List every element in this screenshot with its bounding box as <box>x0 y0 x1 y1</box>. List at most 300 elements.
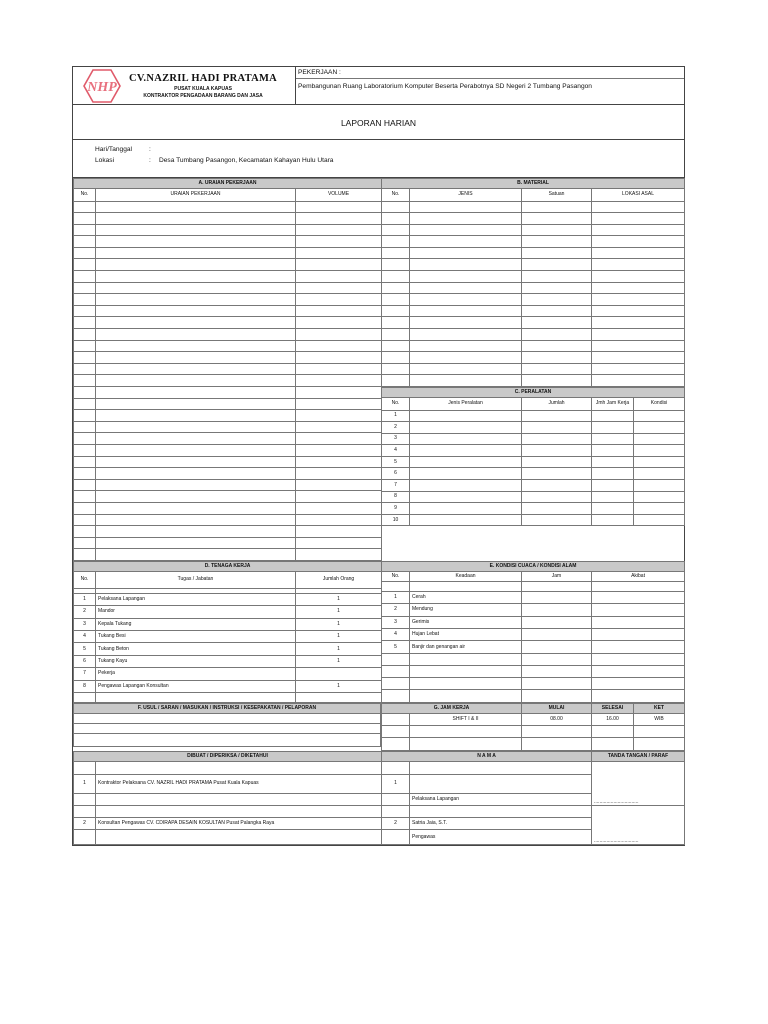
entry-cell[interactable] <box>382 247 410 259</box>
entry-cell[interactable] <box>296 526 382 538</box>
entry-cell[interactable] <box>74 410 96 422</box>
entry-cell[interactable] <box>74 398 96 410</box>
equipment-no: 9 <box>382 503 410 515</box>
entry-cell[interactable] <box>74 514 96 526</box>
entry-cell[interactable] <box>410 259 522 271</box>
entry-cell[interactable] <box>522 591 592 603</box>
entry-cell[interactable] <box>74 479 96 491</box>
entry-cell[interactable] <box>296 213 382 225</box>
entry-cell[interactable] <box>382 352 410 364</box>
material-row <box>382 352 685 364</box>
entry-cell[interactable] <box>96 444 296 456</box>
work-row <box>74 363 382 375</box>
time-note: WIB <box>634 714 685 726</box>
entry-cell[interactable] <box>522 604 592 616</box>
weather-no: 3 <box>382 616 410 628</box>
entry-cell[interactable] <box>410 503 522 515</box>
entry-cell[interactable] <box>634 456 685 468</box>
company-tagline: KONTRAKTOR PENGADAAN BARANG DAN JASA <box>143 92 263 99</box>
date-row <box>95 146 684 157</box>
work-material-section <box>72 178 685 561</box>
entry-cell[interactable] <box>410 491 522 503</box>
entry-cell[interactable] <box>410 352 522 364</box>
entry-cell[interactable] <box>592 503 634 515</box>
entry-cell[interactable] <box>410 213 522 225</box>
signature-line-2[interactable]: ................................ <box>592 805 685 844</box>
entry-cell[interactable] <box>96 549 296 561</box>
entry-cell[interactable] <box>592 591 685 603</box>
entry-cell[interactable] <box>96 514 296 526</box>
col-work-desc: URAIAN PEKERJAAN <box>96 189 296 202</box>
entry-cell[interactable] <box>296 201 382 213</box>
entry-cell[interactable] <box>74 224 96 236</box>
entry-cell[interactable] <box>522 363 592 375</box>
entry-cell[interactable] <box>592 236 685 248</box>
col-no: No. <box>382 571 410 581</box>
material-row <box>382 282 685 294</box>
notes-line[interactable] <box>74 734 381 747</box>
entry-cell[interactable] <box>522 247 592 259</box>
work-row <box>74 247 382 259</box>
entry-cell[interactable] <box>522 259 592 271</box>
entry-cell[interactable] <box>592 213 685 225</box>
col-equipment-type: Jenis Peralatan <box>410 398 522 411</box>
entry-cell[interactable] <box>634 480 685 492</box>
entry-cell[interactable] <box>96 468 296 480</box>
party-no: 1 <box>74 774 96 793</box>
entry-cell[interactable] <box>96 433 296 445</box>
labor-count[interactable]: 1 <box>296 643 382 655</box>
entry-cell[interactable] <box>74 502 96 514</box>
entry-cell[interactable] <box>592 480 634 492</box>
entry-cell[interactable] <box>410 480 522 492</box>
signature-title: DIBUAT / DIPERIKSA / DIKETAHUI <box>74 752 382 762</box>
entry-cell[interactable] <box>592 305 685 317</box>
entry-cell[interactable] <box>522 271 592 283</box>
weather-state: Banjir dan genangan air <box>410 641 522 653</box>
entry-cell[interactable] <box>96 421 296 433</box>
entry-cell[interactable] <box>296 421 382 433</box>
entry-cell[interactable] <box>522 213 592 225</box>
entry-cell[interactable] <box>96 247 296 259</box>
entry-cell[interactable] <box>410 271 522 283</box>
col-volume: VOLUME <box>296 189 382 202</box>
entry-cell[interactable] <box>592 294 685 306</box>
entry-cell[interactable] <box>74 352 96 364</box>
name-title: N A M A <box>382 752 592 762</box>
entry-cell[interactable] <box>96 224 296 236</box>
entry-cell[interactable] <box>74 259 96 271</box>
entry-cell[interactable] <box>296 305 382 317</box>
entry-cell[interactable] <box>74 526 96 538</box>
project-label: PEKERJAAN : <box>296 67 684 79</box>
entry-cell[interactable] <box>522 514 592 526</box>
entry-cell[interactable] <box>96 340 296 352</box>
entry-cell[interactable] <box>74 363 96 375</box>
entry-cell[interactable] <box>296 444 382 456</box>
work-row <box>74 502 382 514</box>
entry-cell[interactable] <box>96 329 296 341</box>
labor-count[interactable]: 1 <box>296 680 382 692</box>
entry-cell[interactable] <box>382 294 410 306</box>
entry-cell[interactable] <box>96 410 296 422</box>
material-row <box>382 236 685 248</box>
entry-cell[interactable] <box>592 271 685 283</box>
entry-cell[interactable] <box>96 213 296 225</box>
material-row <box>382 317 685 329</box>
weather-no: 5 <box>382 641 410 653</box>
entry-cell[interactable] <box>522 352 592 364</box>
entry-cell[interactable] <box>382 271 410 283</box>
entry-cell[interactable] <box>382 236 410 248</box>
entry-cell[interactable] <box>634 514 685 526</box>
work-row <box>74 410 382 422</box>
entry-cell[interactable] <box>296 468 382 480</box>
entry-cell[interactable] <box>522 491 592 503</box>
weather-state: Cerah <box>410 591 522 603</box>
company-logo <box>83 69 121 103</box>
sign-title: TANDA TANGAN / PARAF <box>592 752 685 762</box>
entry-cell[interactable] <box>592 641 685 653</box>
entry-cell[interactable] <box>592 363 685 375</box>
entry-cell[interactable] <box>410 375 522 387</box>
material-row <box>382 224 685 236</box>
entry-cell[interactable] <box>74 294 96 306</box>
shift-label: SHIFT I & II <box>410 714 522 726</box>
entry-cell[interactable] <box>382 317 410 329</box>
entry-cell[interactable] <box>74 433 96 445</box>
entry-cell[interactable] <box>96 491 296 503</box>
entry-cell[interactable] <box>382 329 410 341</box>
entry-cell[interactable] <box>410 317 522 329</box>
entry-cell[interactable] <box>96 259 296 271</box>
labor-task: Mandor <box>96 606 296 618</box>
entry-cell[interactable] <box>592 375 685 387</box>
entry-cell[interactable] <box>592 340 685 352</box>
entry-cell[interactable] <box>634 445 685 457</box>
col-quantity: Jumlah <box>522 398 592 411</box>
entry-cell[interactable] <box>410 468 522 480</box>
entry-cell[interactable] <box>592 329 685 341</box>
company-location: PUSAT KUALA KAPUAS <box>174 85 232 92</box>
entry-cell[interactable] <box>410 410 522 422</box>
entry-cell[interactable] <box>592 445 634 457</box>
entry-cell[interactable] <box>522 433 592 445</box>
entry-cell[interactable] <box>296 491 382 503</box>
entry-cell[interactable] <box>522 294 592 306</box>
entry-cell[interactable] <box>592 616 685 628</box>
labor-row <box>74 631 382 643</box>
col-no: No. <box>74 571 96 588</box>
entry-cell[interactable] <box>592 224 685 236</box>
entry-cell[interactable] <box>296 375 382 387</box>
entry-cell[interactable] <box>296 398 382 410</box>
labor-count[interactable]: 1 <box>296 618 382 630</box>
entry-cell[interactable] <box>74 317 96 329</box>
entry-cell[interactable] <box>74 387 96 399</box>
labor-no: 8 <box>74 680 96 692</box>
entry-cell[interactable] <box>634 468 685 480</box>
labor-no: 5 <box>74 643 96 655</box>
entry-cell[interactable] <box>74 271 96 283</box>
entry-cell[interactable] <box>522 629 592 641</box>
entry-cell[interactable] <box>410 433 522 445</box>
entry-cell[interactable] <box>296 549 382 561</box>
entry-cell[interactable] <box>96 294 296 306</box>
entry-cell[interactable] <box>410 422 522 434</box>
entry-cell[interactable] <box>382 282 410 294</box>
entry-cell[interactable] <box>74 340 96 352</box>
material-row <box>382 329 685 341</box>
entry-cell[interactable] <box>592 259 685 271</box>
entry-cell[interactable] <box>74 549 96 561</box>
entry-cell[interactable] <box>296 514 382 526</box>
weather-no: 1 <box>382 591 410 603</box>
col-origin: LOKASI ASAL <box>592 189 685 202</box>
labor-task: Pelaksana Lapangan <box>96 593 296 605</box>
equipment-no: 4 <box>382 445 410 457</box>
start-time: 08.00 <box>522 714 592 726</box>
entry-cell[interactable] <box>74 247 96 259</box>
material-row <box>382 294 685 306</box>
entry-cell[interactable] <box>96 502 296 514</box>
entry-cell[interactable] <box>96 479 296 491</box>
entry-cell[interactable] <box>592 422 634 434</box>
entry-cell[interactable] <box>296 433 382 445</box>
entry-cell[interactable] <box>522 340 592 352</box>
entry-cell[interactable] <box>96 201 296 213</box>
material-row <box>382 247 685 259</box>
weather-state: Hujan Lebat <box>410 629 522 641</box>
entry-cell[interactable] <box>634 410 685 422</box>
entry-cell[interactable] <box>410 445 522 457</box>
entry-cell[interactable] <box>592 317 685 329</box>
entry-cell[interactable] <box>96 352 296 364</box>
entry-cell[interactable] <box>592 468 634 480</box>
entry-cell[interactable] <box>74 201 96 213</box>
entry-cell[interactable] <box>522 422 592 434</box>
entry-cell[interactable] <box>592 514 634 526</box>
entry-cell[interactable] <box>74 537 96 549</box>
executor-name[interactable] <box>410 774 592 793</box>
weather-state: Gerimis <box>410 616 522 628</box>
col-condition: Kondisi <box>634 398 685 411</box>
entry-cell[interactable] <box>74 444 96 456</box>
work-row <box>74 317 382 329</box>
entry-cell[interactable] <box>296 410 382 422</box>
entry-cell[interactable] <box>634 433 685 445</box>
entry-cell[interactable] <box>522 201 592 213</box>
entry-cell[interactable] <box>410 247 522 259</box>
work-row <box>74 340 382 352</box>
entry-cell[interactable] <box>522 329 592 341</box>
entry-cell[interactable] <box>382 213 410 225</box>
section-e <box>381 561 684 703</box>
entry-cell[interactable] <box>74 456 96 468</box>
col-no: No. <box>382 189 410 202</box>
notes-line[interactable] <box>74 724 381 734</box>
entry-cell[interactable] <box>410 329 522 341</box>
entry-cell[interactable] <box>382 201 410 213</box>
logo-text: NHP <box>87 79 117 95</box>
section-a-title: A. URAIAN PEKERJAAN <box>74 179 382 189</box>
entry-cell[interactable] <box>522 282 592 294</box>
notes-hours-section <box>72 703 685 751</box>
entry-cell[interactable] <box>296 236 382 248</box>
entry-cell[interactable] <box>592 352 685 364</box>
equipment-no: 5 <box>382 456 410 468</box>
entry-cell[interactable] <box>522 236 592 248</box>
entry-cell[interactable] <box>634 503 685 515</box>
entry-cell[interactable] <box>96 387 296 399</box>
location-colon: : <box>149 157 151 164</box>
entry-cell[interactable] <box>410 340 522 352</box>
entry-cell[interactable] <box>74 421 96 433</box>
labor-count[interactable]: 1 <box>296 655 382 667</box>
entry-cell[interactable] <box>522 641 592 653</box>
entry-cell[interactable] <box>96 526 296 538</box>
equipment-no: 7 <box>382 480 410 492</box>
entry-cell[interactable] <box>96 363 296 375</box>
labor-count[interactable]: 1 <box>296 606 382 618</box>
entry-cell[interactable] <box>522 305 592 317</box>
entry-cell[interactable] <box>96 317 296 329</box>
signature-line-1[interactable]: ................................ <box>592 762 685 805</box>
entry-cell[interactable] <box>296 456 382 468</box>
section-f-title: F. USUL / SARAN / MASUKAN / INSTRUKSI / KESEPAKATAN / PELAPORAN <box>74 704 381 714</box>
equipment-row <box>382 491 685 503</box>
labor-count[interactable]: 1 <box>296 593 382 605</box>
entry-cell[interactable] <box>634 422 685 434</box>
entry-cell[interactable] <box>296 502 382 514</box>
entry-cell[interactable] <box>592 247 685 259</box>
entry-cell[interactable] <box>382 259 410 271</box>
entry-cell[interactable] <box>96 398 296 410</box>
entry-cell[interactable] <box>96 236 296 248</box>
col-end: SELESAI <box>592 704 634 714</box>
work-row <box>74 526 382 538</box>
entry-cell[interactable] <box>410 282 522 294</box>
entry-cell[interactable] <box>522 456 592 468</box>
entry-cell[interactable] <box>296 363 382 375</box>
entry-cell[interactable] <box>522 445 592 457</box>
entry-cell[interactable] <box>74 282 96 294</box>
entry-cell[interactable] <box>96 305 296 317</box>
entry-cell[interactable] <box>296 387 382 399</box>
entry-cell[interactable] <box>382 340 410 352</box>
entry-cell[interactable] <box>592 410 634 422</box>
entry-cell[interactable] <box>410 363 522 375</box>
entry-cell[interactable] <box>296 329 382 341</box>
equipment-row <box>382 468 685 480</box>
work-row <box>74 375 382 387</box>
entry-cell[interactable] <box>382 224 410 236</box>
entry-cell[interactable] <box>296 537 382 549</box>
entry-cell[interactable] <box>410 224 522 236</box>
work-row <box>74 433 382 445</box>
entry-cell[interactable] <box>410 236 522 248</box>
entry-cell[interactable] <box>74 305 96 317</box>
entry-cell[interactable] <box>296 340 382 352</box>
col-work-hours: Jmh Jam Kerja <box>592 398 634 411</box>
entry-cell[interactable] <box>96 375 296 387</box>
entry-cell[interactable] <box>410 201 522 213</box>
entry-cell[interactable] <box>96 456 296 468</box>
entry-cell[interactable] <box>296 317 382 329</box>
entry-cell[interactable] <box>296 247 382 259</box>
entry-cell[interactable] <box>410 514 522 526</box>
section-g-title: G. JAM KERJA <box>382 704 522 714</box>
entry-cell[interactable] <box>96 537 296 549</box>
notes-line[interactable] <box>74 714 381 724</box>
entry-cell[interactable] <box>74 236 96 248</box>
section-c-title: C. PERALATAN <box>382 388 685 398</box>
entry-cell[interactable] <box>296 479 382 491</box>
entry-cell[interactable] <box>96 282 296 294</box>
entry-cell[interactable] <box>410 305 522 317</box>
entry-cell[interactable] <box>296 282 382 294</box>
location-value[interactable]: Desa Tumbang Pasangon, Kecamatan Kahayan Hulu Utara <box>159 157 334 164</box>
entry-cell[interactable] <box>74 329 96 341</box>
material-row <box>382 271 685 283</box>
entry-cell[interactable] <box>296 352 382 364</box>
entry-cell[interactable] <box>522 410 592 422</box>
entry-cell[interactable] <box>382 305 410 317</box>
col-no: No. <box>74 189 96 202</box>
entry-cell[interactable] <box>522 503 592 515</box>
entry-cell[interactable] <box>410 294 522 306</box>
labor-count[interactable] <box>296 668 382 680</box>
col-start: MULAI <box>522 704 592 714</box>
weather-row <box>382 604 685 616</box>
labor-count[interactable]: 1 <box>296 631 382 643</box>
entry-cell[interactable] <box>592 282 685 294</box>
work-row <box>74 352 382 364</box>
col-count: Jumlah Orang <box>296 571 382 588</box>
equipment-row <box>382 480 685 492</box>
entry-cell[interactable] <box>296 271 382 283</box>
entry-cell[interactable] <box>296 224 382 236</box>
entry-cell[interactable] <box>522 375 592 387</box>
weather-state: Mendung <box>410 604 522 616</box>
entry-cell[interactable] <box>522 480 592 492</box>
entry-cell[interactable] <box>522 616 592 628</box>
entry-cell[interactable] <box>96 271 296 283</box>
entry-cell[interactable] <box>592 456 634 468</box>
entry-cell[interactable] <box>74 468 96 480</box>
entry-cell[interactable] <box>382 363 410 375</box>
entry-cell[interactable] <box>410 456 522 468</box>
company-info <box>129 73 277 99</box>
entry-cell[interactable] <box>522 468 592 480</box>
labor-row <box>74 643 382 655</box>
entry-cell[interactable] <box>296 259 382 271</box>
entry-cell[interactable] <box>592 491 634 503</box>
entry-cell[interactable] <box>592 604 685 616</box>
entry-cell[interactable] <box>74 491 96 503</box>
entry-cell[interactable] <box>592 201 685 213</box>
entry-cell[interactable] <box>74 375 96 387</box>
entry-cell[interactable] <box>74 213 96 225</box>
entry-cell[interactable] <box>382 375 410 387</box>
entry-cell[interactable] <box>634 491 685 503</box>
entry-cell[interactable] <box>522 317 592 329</box>
entry-cell[interactable] <box>592 629 685 641</box>
entry-cell[interactable] <box>522 224 592 236</box>
party-consultant: Konsultan Pengawas CV. CDIRAPA DESAIN KOSULTAN Pusat Palangka Raya <box>96 817 382 829</box>
entry-cell[interactable] <box>592 433 634 445</box>
entry-cell[interactable] <box>296 294 382 306</box>
